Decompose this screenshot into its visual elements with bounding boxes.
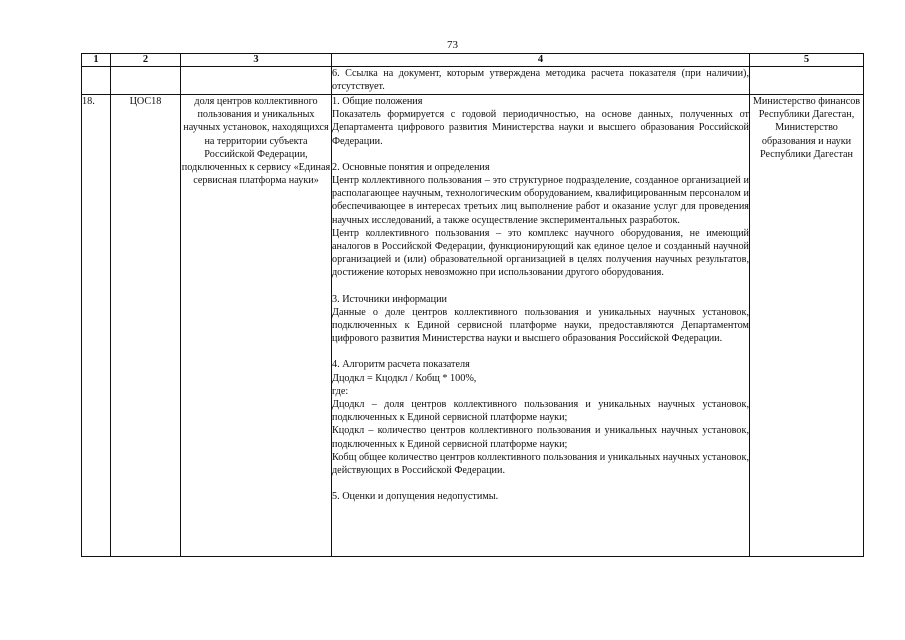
section-4-formula: Дцодкл = Кцодкл / Кобщ * 100%, [332, 372, 477, 384]
row-methodology [332, 95, 750, 557]
header-row [82, 54, 864, 67]
header-col-5: 5 [750, 54, 864, 67]
table-row [82, 95, 864, 557]
section-4-where: где: [332, 385, 349, 397]
section-4-def-3: Кобщ общее количество центров коллективного пользования и уникальных научных установок, действующих в Российской Федерации. [332, 451, 749, 477]
section-5-title: 5. Оценки и допущения недопустимы. [332, 491, 499, 503]
section-4-title: 4. Алгоритм расчета показателя [332, 359, 470, 371]
continuation-text: 6. Ссылка на документ, которым утверждена методика расчета показателя (при наличии), отсутствует. [332, 67, 750, 95]
section-2-text-2: Центр коллективного пользования – это комплекс научного оборудования, не имеющий аналогов в Российской Федерации, функционирующий как единое целое и созданный научной организацией и (или) образовательной организацией в целях получения научных результатов, достижение которых невозможно при использовании другого оборудования. [332, 227, 749, 279]
header-col-1: 1 [82, 54, 111, 67]
row-indicator: доля центров коллективного пользования и уникальных научных установок, находящихся на территории субъекта Российской Федерации, подключенных к сервису «Единая сервисная платформа науки» [181, 95, 332, 557]
row-number: 18. [82, 95, 111, 557]
section-3-text: Данные о доле центров коллективного пользования и уникальных научных установок, подключенных к Единой сервисной платформе науки, предоставляются Департаментом цифрового развития Министерства науки и высшего образования Российской Федерации. [332, 306, 749, 345]
continuation-row [82, 67, 864, 95]
page-number: 73 [447, 39, 458, 51]
header-col-4: 4 [332, 54, 750, 67]
section-1-text: Показатель формируется с годовой периодичностью, на основе данных, полученных от Департамента цифрового развития Министерства науки и высшего образования Российской Федерации. [332, 109, 749, 147]
section-3-title: 3. Источники информации [332, 293, 447, 305]
header-col-3: 3 [181, 54, 332, 67]
section-2-title: 2. Основные понятия и определения [332, 161, 490, 173]
section-2-text-1: Центр коллективного пользования – это структурное подразделение, созданное организацией и располагающее научным, технологическим оборудованием, квалифицированным персоналом и обеспечивающее в интересах третьих лиц выполнение работ и оказание услуг для проведения научных исследований, а также осуществление экспериментальных разработок. [332, 175, 749, 226]
section-4-def-2: Кцодкл – количество центров коллективного пользования и уникальных научных установок, подключенных к Единой сервисной платформе науки; [332, 425, 749, 450]
section-4-def-1: Дцодкл – доля центров коллективного пользования и уникальных научных установок, подключенных к Единой сервисной платформе науки; [332, 399, 749, 424]
row-code: ЦОС18 [111, 95, 181, 557]
section-1-title: 1. Общие положения [332, 96, 423, 107]
indicators-table [81, 53, 864, 557]
header-col-2: 2 [111, 54, 181, 67]
row-responsible: Министерство финансов Республики Дагестан, Министерство образования и науки Республики Дагестан [750, 95, 864, 557]
